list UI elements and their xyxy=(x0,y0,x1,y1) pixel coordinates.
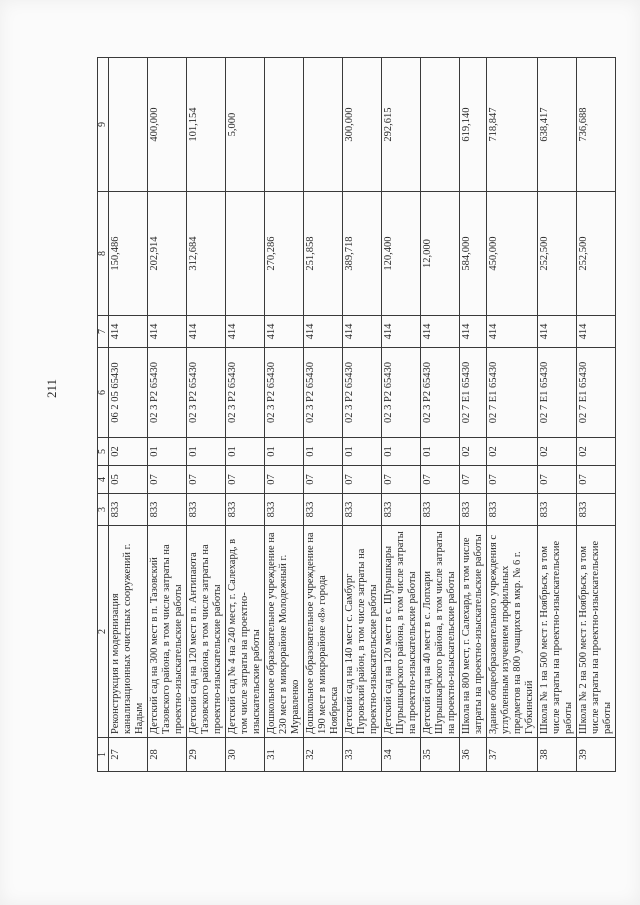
rotated-table-container xyxy=(97,58,613,772)
table-row xyxy=(460,58,487,772)
table-row xyxy=(538,58,577,772)
row-number: 27 xyxy=(109,738,148,772)
code-target-article: 02 3 P2 65430 xyxy=(382,348,421,438)
row-number: 34 xyxy=(382,738,421,772)
code-ministry: 833 xyxy=(421,494,460,526)
row-number: 31 xyxy=(265,738,304,772)
code-target-article: 02 3 P2 65430 xyxy=(304,348,343,438)
code-section: 07 xyxy=(265,466,304,494)
code-ministry: 833 xyxy=(148,494,187,526)
amount-year-1: 202,914 xyxy=(148,192,187,316)
table-frame xyxy=(97,58,613,772)
amount-year-2: 101,154 xyxy=(187,58,226,192)
code-subsection: 01 xyxy=(421,438,460,466)
object-name: Детский сад № 4 на 240 мест, г. Салехард, в том числе затраты на проектно-изыскательские работы xyxy=(226,526,265,738)
amount-year-1: 270,286 xyxy=(265,192,304,316)
amount-year-1: 252,500 xyxy=(577,192,616,316)
code-ministry: 833 xyxy=(187,494,226,526)
code-subsection: 01 xyxy=(148,438,187,466)
code-ministry: 833 xyxy=(109,494,148,526)
code-section: 07 xyxy=(460,466,487,494)
row-number: 36 xyxy=(460,738,487,772)
amount-year-2: 5,000 xyxy=(226,58,265,192)
amount-year-2: 400,000 xyxy=(148,58,187,192)
object-name: Детский сад на 120 мест в п. Антипаюта Тазовского района, в том числе затраты на проектно-изыскательские работы xyxy=(187,526,226,738)
object-name: Дошкольное образовательное учреждение на 230 мест в микрорайоне Молодежный г. Муравленко xyxy=(265,526,304,738)
amount-year-2: 300,000 xyxy=(343,58,382,192)
amount-year-2: 619,140 xyxy=(460,58,487,192)
code-expense-type: 414 xyxy=(487,316,538,348)
row-number: 38 xyxy=(538,738,577,772)
row-number: 29 xyxy=(187,738,226,772)
code-ministry: 833 xyxy=(538,494,577,526)
table-row xyxy=(148,58,187,772)
amount-year-2: 292,615 xyxy=(382,58,421,192)
code-ministry: 833 xyxy=(577,494,616,526)
code-section: 07 xyxy=(148,466,187,494)
code-subsection: 02 xyxy=(538,438,577,466)
code-ministry: 833 xyxy=(304,494,343,526)
code-section: 07 xyxy=(187,466,226,494)
table-row xyxy=(265,58,304,772)
amount-year-2 xyxy=(421,58,460,192)
budget-table xyxy=(97,57,616,772)
header-col-2: 2 xyxy=(98,526,109,738)
object-name: Детский сад на 40 мест в с. Лопхари Шурышкарского района, в том числе затраты на проектно-изыскательские работы xyxy=(421,526,460,738)
code-target-article: 02 3 P2 65430 xyxy=(421,348,460,438)
code-subsection: 02 xyxy=(460,438,487,466)
code-section: 07 xyxy=(577,466,616,494)
code-target-article: 02 3 P2 65430 xyxy=(265,348,304,438)
table-row xyxy=(577,58,616,772)
amount-year-1: 150,486 xyxy=(109,192,148,316)
object-name: Дошкольное образовательное учреждение на 190 мест в микрорайоне «8» города Ноябрьска xyxy=(304,526,343,738)
amount-year-1: 251,858 xyxy=(304,192,343,316)
code-target-article: 02 3 P2 65430 xyxy=(343,348,382,438)
header-col-9: 9 xyxy=(98,58,109,192)
amount-year-2 xyxy=(304,58,343,192)
code-target-article: 02 7 E1 65430 xyxy=(538,348,577,438)
row-number: 37 xyxy=(487,738,538,772)
code-section: 07 xyxy=(421,466,460,494)
header-col-6: 6 xyxy=(98,348,109,438)
code-expense-type: 414 xyxy=(577,316,616,348)
amount-year-1 xyxy=(226,192,265,316)
page-number: 211 xyxy=(44,378,59,398)
object-name: Реконструкция и модернизация канализационных очистных сооружений г. Надым xyxy=(109,526,148,738)
code-expense-type: 414 xyxy=(421,316,460,348)
code-subsection: 01 xyxy=(304,438,343,466)
object-name: Школа № 2 на 500 мест г. Ноябрьск, в том числе затраты на проектно-изыскательские работы xyxy=(577,526,616,738)
code-ministry: 833 xyxy=(265,494,304,526)
amount-year-1: 450,000 xyxy=(487,192,538,316)
code-subsection: 01 xyxy=(382,438,421,466)
code-section: 07 xyxy=(226,466,265,494)
code-expense-type: 414 xyxy=(538,316,577,348)
table-row xyxy=(304,58,343,772)
code-section: 07 xyxy=(343,466,382,494)
object-name: Здание общеобразовательного учреждения с углубленным изучением профильных предметов на 800 учащихся в мкр. № 6 г. Губкинский xyxy=(487,526,538,738)
header-col-3: 3 xyxy=(98,494,109,526)
amount-year-1: 389,718 xyxy=(343,192,382,316)
code-section: 07 xyxy=(382,466,421,494)
table-row xyxy=(382,58,421,772)
header-col-8: 8 xyxy=(98,192,109,316)
code-section: 07 xyxy=(538,466,577,494)
code-section: 07 xyxy=(304,466,343,494)
amount-year-1: 12,000 xyxy=(421,192,460,316)
code-expense-type: 414 xyxy=(343,316,382,348)
code-subsection: 02 xyxy=(109,438,148,466)
code-section: 07 xyxy=(487,466,538,494)
code-subsection: 01 xyxy=(226,438,265,466)
code-ministry: 833 xyxy=(343,494,382,526)
object-name: Школа № 1 на 500 мест г. Ноябрьск, в том числе затраты на проектно-изыскательские работы xyxy=(538,526,577,738)
object-name: Школа на 800 мест, г. Салехард, в том числе затраты на проектно-изыскательские работы xyxy=(460,526,487,738)
row-number: 39 xyxy=(577,738,616,772)
amount-year-1: 584,000 xyxy=(460,192,487,316)
amount-year-2: 718,847 xyxy=(487,58,538,192)
code-expense-type: 414 xyxy=(265,316,304,348)
table-header-row xyxy=(98,58,109,772)
code-target-article: 02 7 E1 65430 xyxy=(487,348,538,438)
object-name: Детский сад на 140 мест с. Самбург Пуровский район, в том числе затраты на проектно-изыскательские работы xyxy=(343,526,382,738)
amount-year-1: 252,500 xyxy=(538,192,577,316)
code-expense-type: 414 xyxy=(187,316,226,348)
object-name: Детский сад на 120 мест в с. Шурышкары Шурышкарского района, в том числе затраты на проектно-изыскательские работы xyxy=(382,526,421,738)
code-ministry: 833 xyxy=(382,494,421,526)
amount-year-1: 312,684 xyxy=(187,192,226,316)
object-name: Детский сад на 300 мест в п. Тазовский Тазовского района, в том числе затраты на проектно-изыскательские работы xyxy=(148,526,187,738)
code-ministry: 833 xyxy=(487,494,538,526)
table-row xyxy=(109,58,148,772)
code-expense-type: 414 xyxy=(460,316,487,348)
code-subsection: 01 xyxy=(343,438,382,466)
code-section: 05 xyxy=(109,466,148,494)
code-target-article: 02 3 P2 65430 xyxy=(148,348,187,438)
code-target-article: 02 7 E1 65430 xyxy=(460,348,487,438)
code-target-article: 02 7 E1 65430 xyxy=(577,348,616,438)
code-ministry: 833 xyxy=(226,494,265,526)
table-row xyxy=(187,58,226,772)
code-expense-type: 414 xyxy=(109,316,148,348)
table-row xyxy=(487,58,538,772)
header-col-1: 1 xyxy=(98,738,109,772)
code-expense-type: 414 xyxy=(148,316,187,348)
amount-year-2 xyxy=(109,58,148,192)
code-target-article: 06 2 05 65430 xyxy=(109,348,148,438)
row-number: 30 xyxy=(226,738,265,772)
code-subsection: 02 xyxy=(577,438,616,466)
row-number: 35 xyxy=(421,738,460,772)
row-number: 28 xyxy=(148,738,187,772)
code-target-article: 02 3 P2 65430 xyxy=(187,348,226,438)
code-ministry: 833 xyxy=(460,494,487,526)
table-row xyxy=(421,58,460,772)
table-body xyxy=(109,58,616,772)
amount-year-2: 736,688 xyxy=(577,58,616,192)
code-expense-type: 414 xyxy=(382,316,421,348)
amount-year-2 xyxy=(265,58,304,192)
code-subsection: 02 xyxy=(487,438,538,466)
amount-year-1: 120,400 xyxy=(382,192,421,316)
amount-year-2: 638,417 xyxy=(538,58,577,192)
code-target-article: 02 3 P2 65430 xyxy=(226,348,265,438)
header-col-4: 4 xyxy=(98,466,109,494)
code-subsection: 01 xyxy=(187,438,226,466)
table-row xyxy=(343,58,382,772)
header-col-5: 5 xyxy=(98,438,109,466)
code-expense-type: 414 xyxy=(226,316,265,348)
code-expense-type: 414 xyxy=(304,316,343,348)
table-row xyxy=(226,58,265,772)
header-col-7: 7 xyxy=(98,316,109,348)
code-subsection: 01 xyxy=(265,438,304,466)
row-number: 32 xyxy=(304,738,343,772)
row-number: 33 xyxy=(343,738,382,772)
